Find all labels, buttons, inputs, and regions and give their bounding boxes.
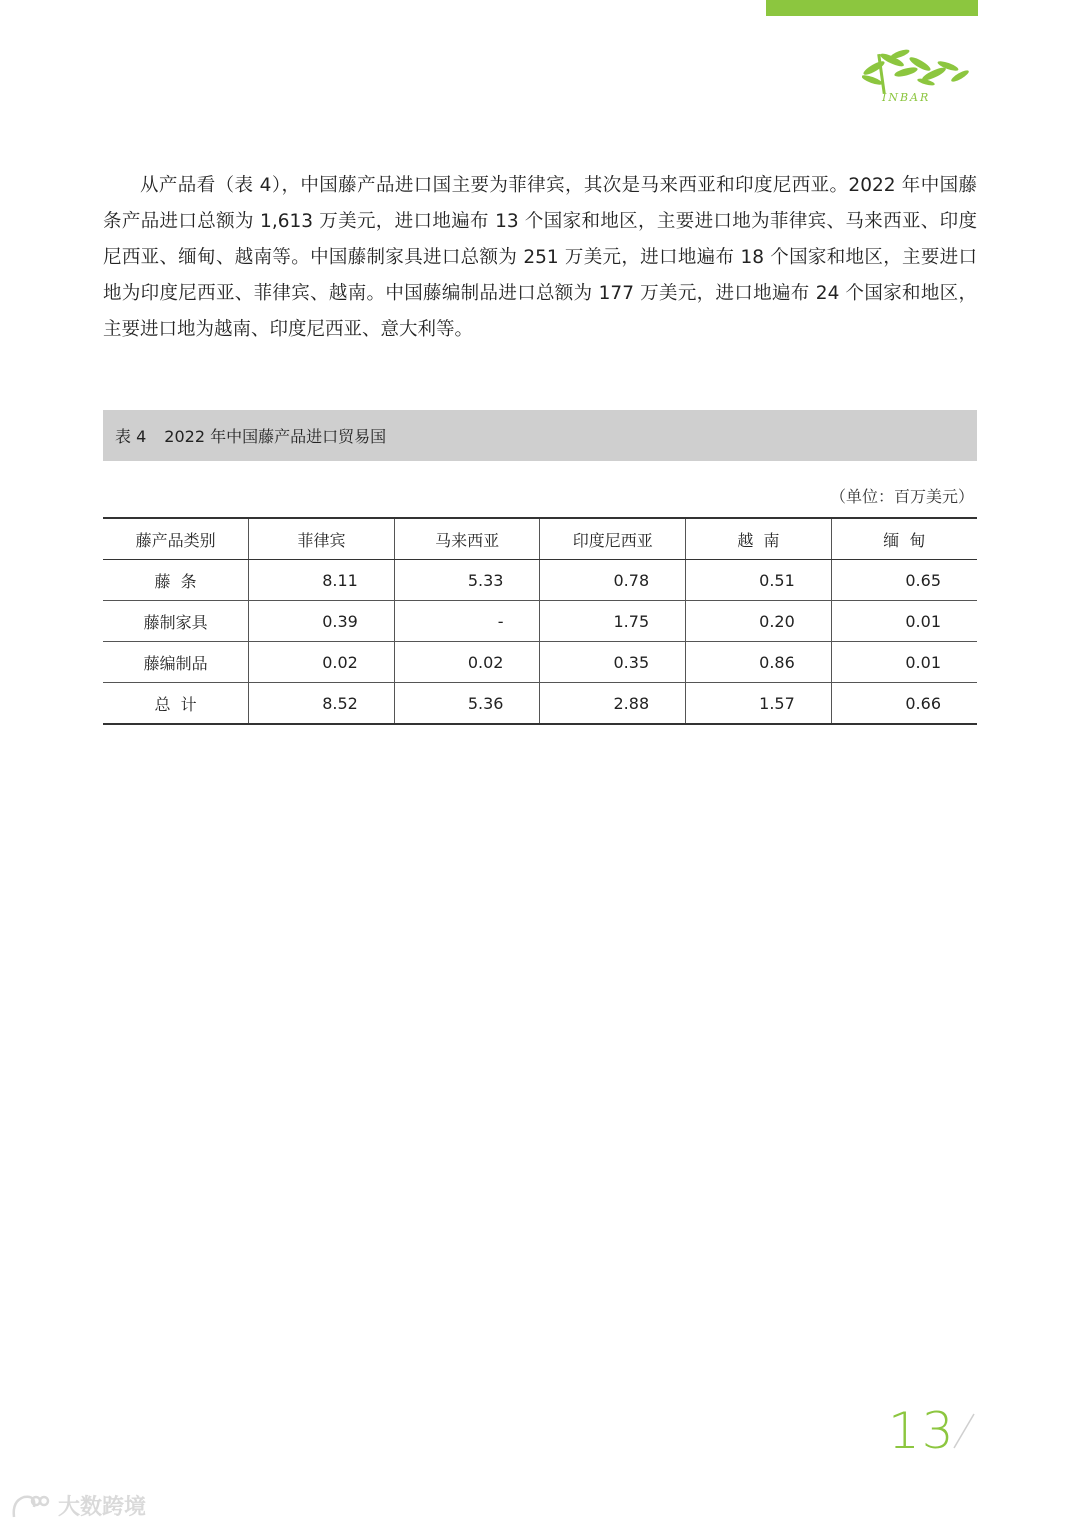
table-cell: 0.78 — [540, 560, 686, 601]
inbar-logo — [862, 46, 980, 112]
table-cell: 5.36 — [394, 683, 540, 725]
table-cell: 2.88 — [540, 683, 686, 725]
header-cell: 菲律宾 — [249, 518, 395, 560]
page-number: 13 — [888, 1402, 956, 1460]
watermark-logo-icon — [10, 1491, 50, 1521]
table-cell: 0.39 — [249, 601, 395, 642]
slash-icon — [950, 1412, 978, 1452]
table-caption-title: 2022 年中国藤产品进口贸易国 — [164, 427, 387, 446]
table-header-row — [103, 518, 977, 560]
table-cell: 0.01 — [831, 642, 977, 683]
table-caption-number: 表 4 — [115, 427, 147, 446]
table-cell: - — [394, 601, 540, 642]
table-cell: 8.11 — [249, 560, 395, 601]
table-cell: 0.01 — [831, 601, 977, 642]
header-cell: 藤产品类别 — [103, 518, 249, 560]
import-table — [103, 517, 977, 725]
row-label: 总 计 — [103, 683, 249, 725]
row-label: 藤 条 — [103, 560, 249, 601]
table-cell: 0.02 — [249, 642, 395, 683]
table-caption — [103, 410, 977, 461]
table-cell: 0.86 — [686, 642, 832, 683]
watermark-text: 大数跨境 — [58, 1495, 147, 1520]
logo-text: INBAR — [882, 91, 931, 104]
table-cell: 0.66 — [831, 683, 977, 725]
table-unit: （单位：百万美元） — [829, 487, 974, 506]
table-cell: 0.35 — [540, 642, 686, 683]
table-cell: 0.65 — [831, 560, 977, 601]
header-accent-bar — [766, 0, 978, 16]
table-row — [103, 683, 977, 725]
table-row — [103, 642, 977, 683]
header-cell: 马来西亚 — [394, 518, 540, 560]
table-row — [103, 601, 977, 642]
bamboo-icon — [862, 46, 980, 96]
row-label: 藤制家具 — [103, 601, 249, 642]
header-cell: 越 南 — [686, 518, 832, 560]
paragraph: 从产品看（表 4），中国藤产品进口国主要为菲律宾，其次是马来西亚和印度尼西亚。2022 年中国藤条产品进口总额为 1,613 万美元，进口地遍布 13 个国家和地区，主要进口地为菲律宾、马来西亚、印度尼西亚、缅甸、越南等。中国藤制家具进口总额为 251 万美元，进口地遍布 18 个国家和地区，主要进口地为印度尼西亚、菲律宾、越南。中国藤编制品进口总额为 177 万美元，进口地遍布 24 个国家和地区，主要进口地为越南、印度尼西亚、意大利等。 — [103, 175, 977, 340]
table-cell: 0.20 — [686, 601, 832, 642]
table-cell: 5.33 — [394, 560, 540, 601]
watermark — [10, 1490, 146, 1521]
table-row — [103, 560, 977, 601]
table-cell: 1.57 — [686, 683, 832, 725]
table-cell: 8.52 — [249, 683, 395, 725]
table-cell: 1.75 — [540, 601, 686, 642]
row-label: 藤编制品 — [103, 642, 249, 683]
table-cell: 0.02 — [394, 642, 540, 683]
header-cell: 缅 甸 — [831, 518, 977, 560]
table-cell: 0.51 — [686, 560, 832, 601]
body-text — [103, 168, 977, 348]
header-cell: 印度尼西亚 — [540, 518, 686, 560]
